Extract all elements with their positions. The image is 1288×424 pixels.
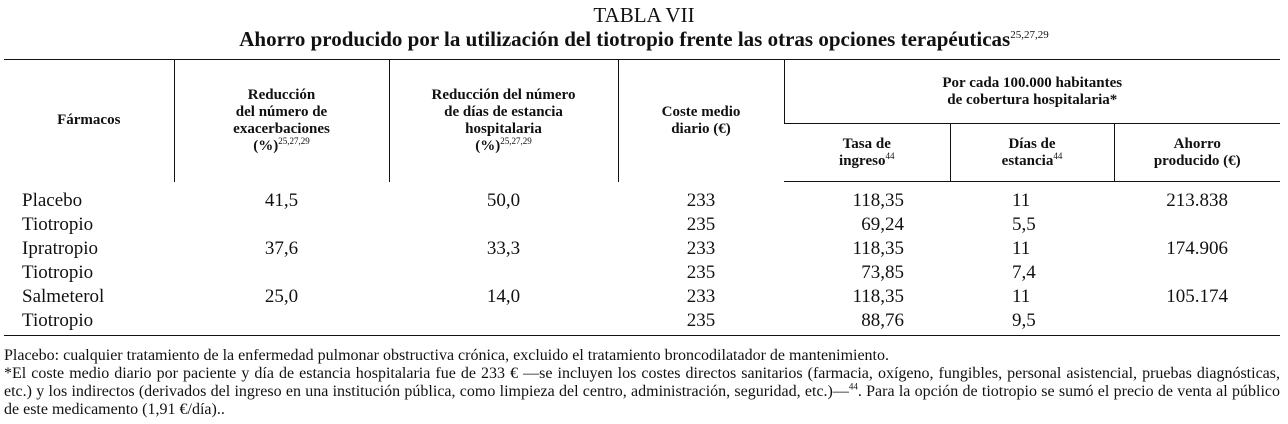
cell-ahorro	[1114, 261, 1280, 285]
cell-farmaco: Ipratropio	[22, 238, 98, 259]
table-title	[0, 27, 1288, 51]
table-row	[4, 213, 1280, 237]
cell-ahorro: 213.838	[1166, 190, 1229, 211]
cell-ahorro	[1114, 213, 1280, 237]
footnote-coste: *El coste medio diario por paciente y día de estancia hospitalaria fue de 233 € —se incluyen los costes directos sanitarios (farmacia, oxígeno, fungibles, personal asistencial, pruebas diagnósticas, etc.) y los indirectos (derivados del ingreso en una institución pública, como limpieza del centro, administración, seguridad, etc.)—$^{44}$. Para la opción de tiotropio se sumó el precio de venta al público de este medicamento (1,91 €/día)..	[4, 365, 1280, 418]
cell-dias: 11	[1012, 190, 1031, 211]
table-title-ref: 25,27,29	[1010, 29, 1049, 41]
header-tasa-ingreso: Tasa de ingreso$^{44}$	[784, 124, 950, 182]
cell-reduccion-dias	[389, 309, 618, 336]
table-row	[4, 182, 1280, 214]
cell-tasa: 69,24	[861, 214, 904, 235]
header-reduccion-exacerbaciones: Reducción del número de exacerbaciones (%)$^{25,27,29}$	[174, 60, 389, 182]
table-row	[4, 237, 1280, 261]
cell-ahorro: 174.906	[1166, 238, 1229, 259]
header-coste-medio: Coste medio diario (€)	[618, 60, 784, 182]
cell-coste: 235	[686, 310, 716, 331]
table-row	[4, 285, 1280, 309]
footnote-placebo: Placebo: cualquier tratamiento de la enfermedad pulmonar obstructiva crónica, excluido el tratamiento broncodilatador de mantenimiento.	[4, 347, 889, 364]
table-row	[4, 309, 1280, 336]
cell-coste: 233	[686, 286, 716, 307]
cell-tasa: 88,76	[861, 310, 904, 331]
cell-tasa: 118,35	[852, 286, 904, 307]
cell-tasa: 73,85	[861, 262, 904, 283]
table-row	[4, 261, 1280, 285]
cell-ahorro: 105.174	[1166, 286, 1229, 307]
cell-reduccion-dias: 33,3	[486, 238, 521, 259]
header-group-100000: Por cada 100.000 habitantes de cobertura hospitalaria*	[784, 60, 1280, 124]
cell-reduccion-exac	[174, 261, 389, 285]
cell-reduccion-dias: 14,0	[486, 286, 521, 307]
cell-ahorro	[1114, 309, 1280, 336]
cell-dias: 11	[1012, 238, 1031, 259]
cell-reduccion-dias	[389, 261, 618, 285]
cell-reduccion-exac: 41,5	[264, 189, 299, 211]
cell-dias: 11	[1012, 286, 1031, 307]
table-title-text: Ahorro producido por la utilización del tiotropio frente las otras opciones terapéuticas	[239, 27, 1011, 51]
cell-reduccion-exac	[174, 213, 389, 237]
cell-tasa: 118,35	[852, 190, 904, 211]
cell-dias: 7,4	[1012, 262, 1036, 283]
header-ahorro: Ahorro producido (€)	[1114, 124, 1280, 182]
cell-coste: 235	[686, 262, 716, 283]
header-dias-estancia: Días de estancia$^{44}$	[950, 124, 1114, 182]
cell-reduccion-exac	[174, 309, 389, 336]
cell-reduccion-dias: 50,0	[486, 189, 521, 211]
cell-farmaco: Tiotropio	[22, 214, 94, 235]
table-footnotes	[4, 347, 1280, 419]
cell-farmaco: Tiotropio	[22, 310, 94, 331]
cell-dias: 5,5	[1012, 214, 1036, 235]
cell-reduccion-exac: 25,0	[264, 286, 299, 307]
cell-coste: 233	[686, 238, 716, 259]
cell-dias: 9,5	[1012, 310, 1036, 331]
cell-farmaco: Tiotropio	[22, 262, 94, 283]
cell-reduccion-exac: 37,6	[264, 238, 299, 259]
table-label: TABLA VII	[593, 3, 695, 27]
header-reduccion-dias: Reducción del número de días de estancia hospitalaria (%)$^{25,27,29}$	[389, 60, 618, 182]
cell-farmaco: Placebo	[22, 189, 83, 211]
cell-tasa: 118,35	[852, 238, 904, 259]
data-table	[4, 59, 1280, 336]
header-farmacos: Fármacos	[57, 112, 121, 129]
cell-coste: 235	[686, 214, 716, 235]
cell-reduccion-dias	[389, 213, 618, 237]
cell-farmaco: Salmeterol	[22, 286, 105, 307]
cell-coste: 233	[686, 189, 716, 211]
